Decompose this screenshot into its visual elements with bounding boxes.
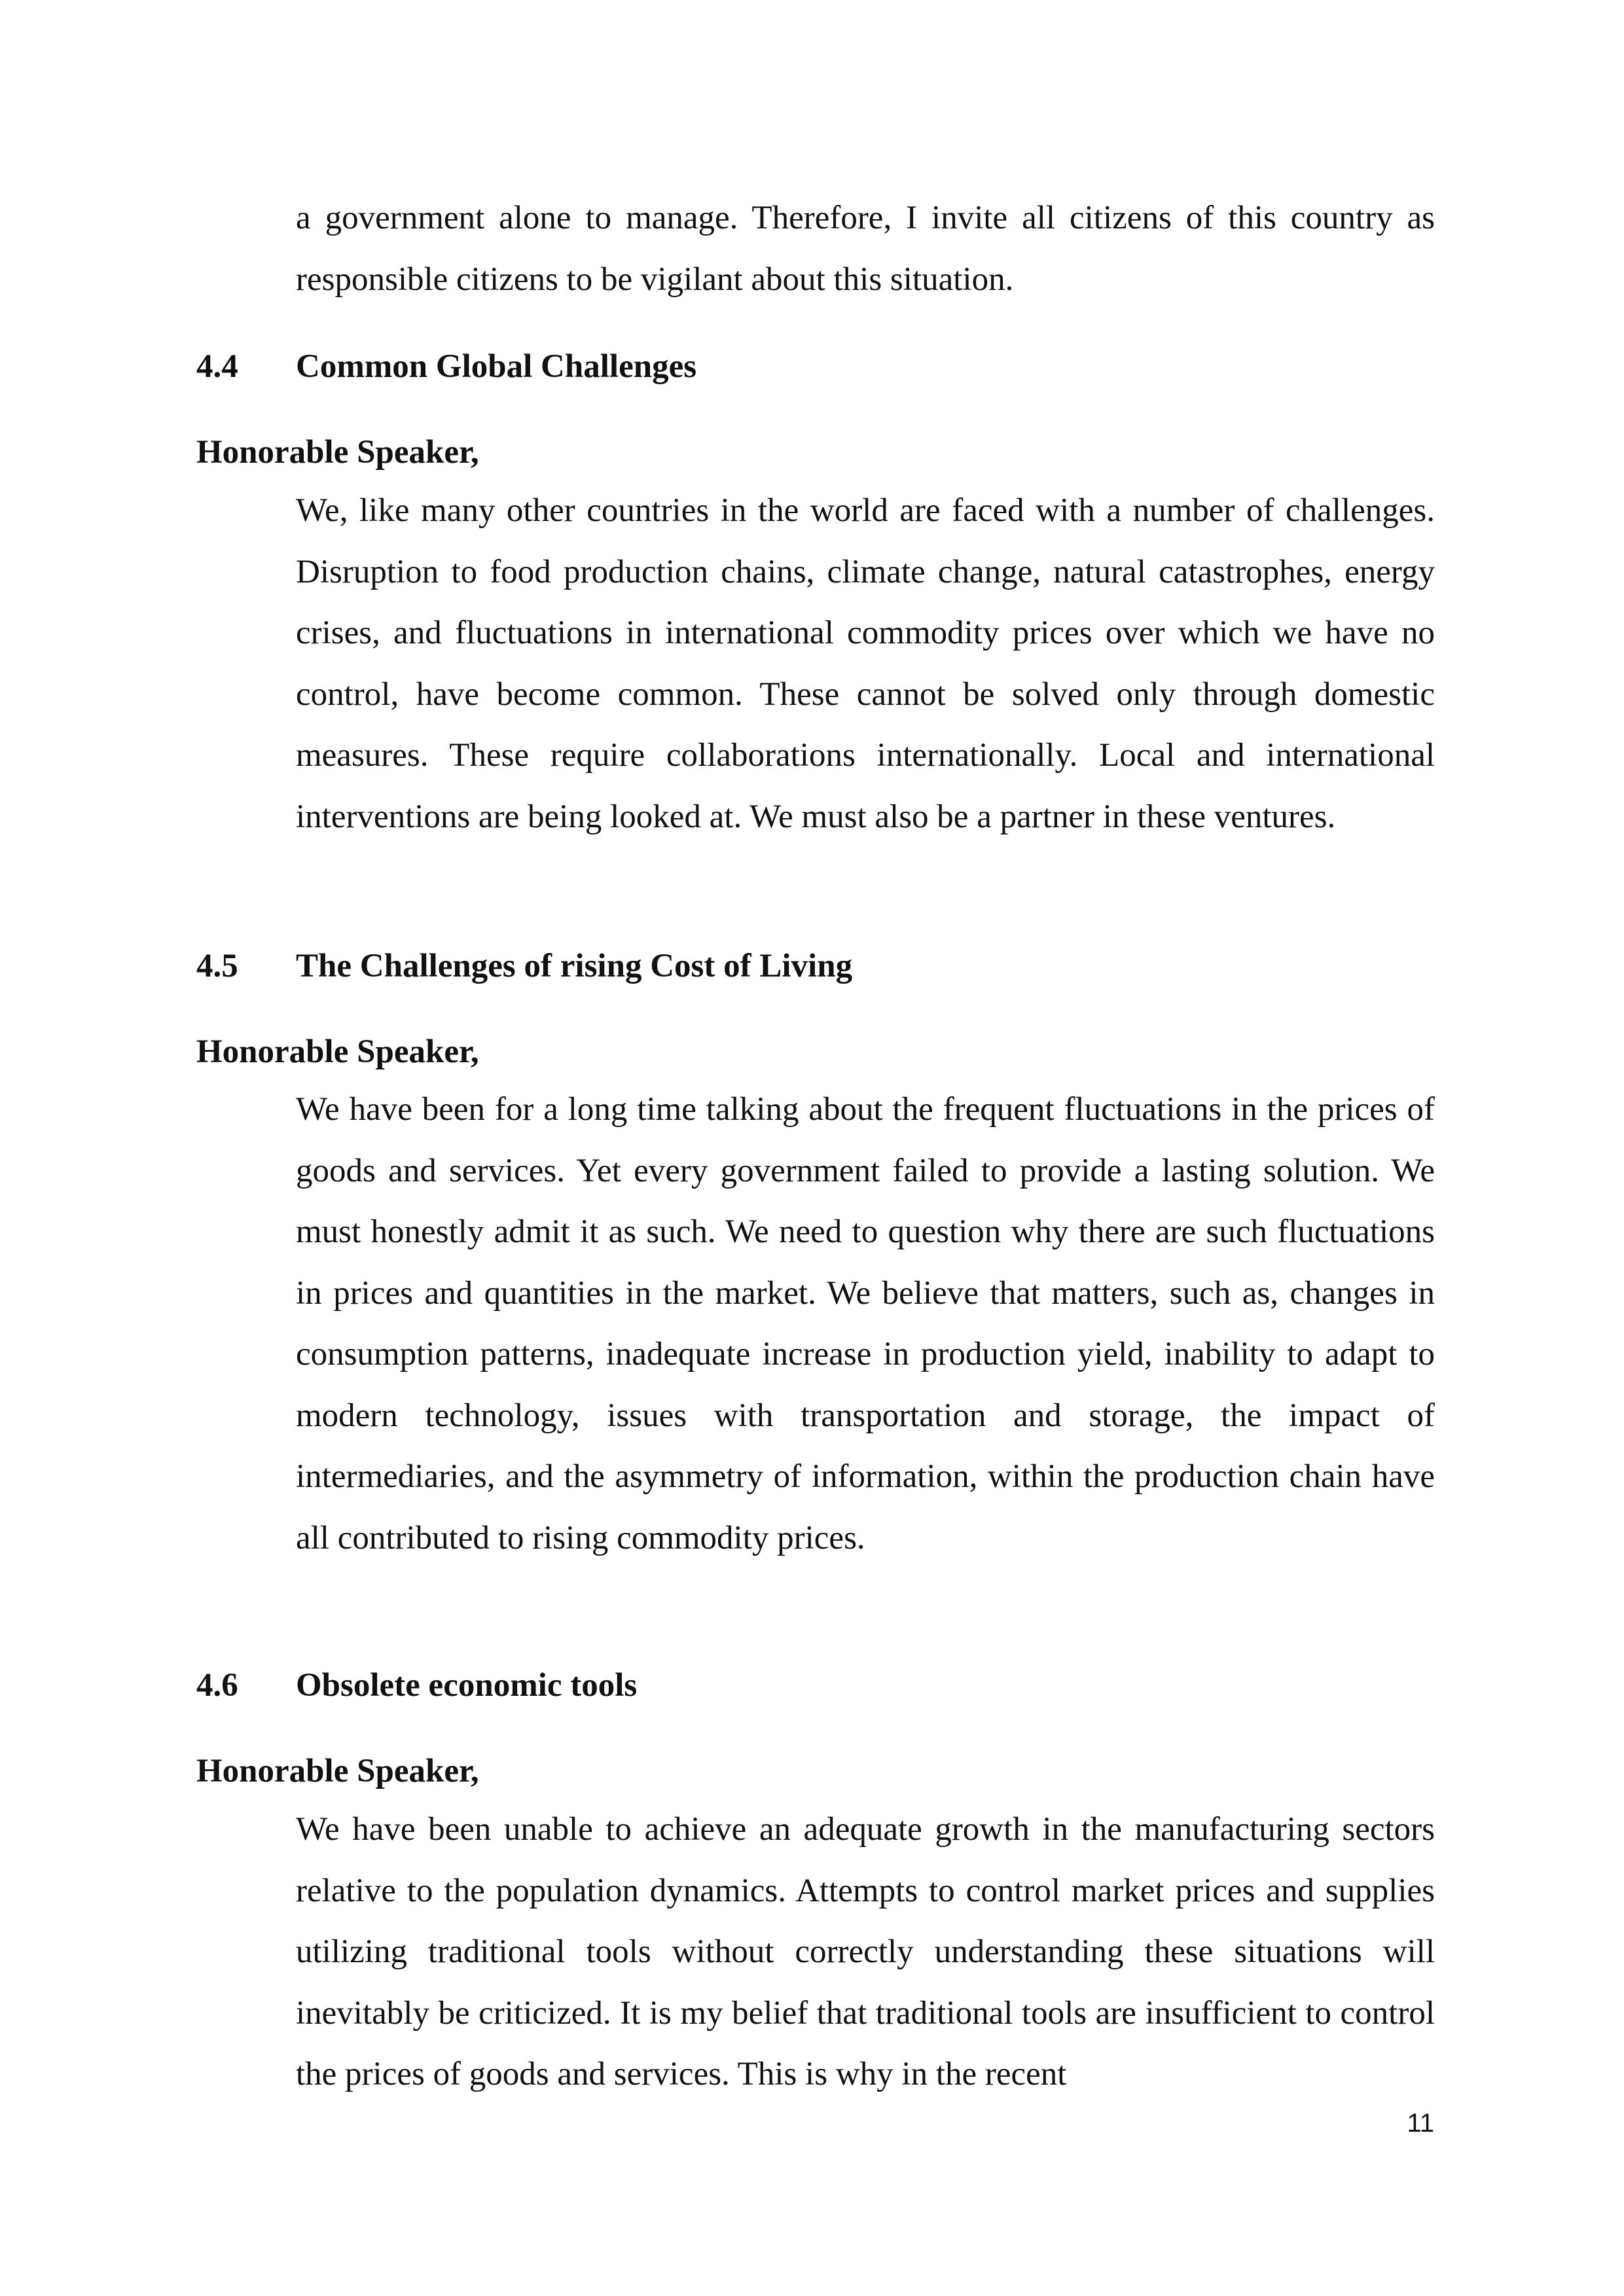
salutation: Honorable Speaker, [196, 1753, 479, 1789]
section-title: Common Global Challenges [296, 348, 697, 385]
continuation-paragraph [296, 188, 1435, 310]
salutation: Honorable Speaker, [196, 434, 479, 471]
section-heading-4-4 [196, 347, 696, 386]
section-title: Obsolete economic tools [296, 1667, 638, 1704]
section-heading-4-6 [196, 1666, 637, 1705]
salutation: Honorable Speaker, [196, 1033, 479, 1070]
page-number: 11 [1407, 2109, 1434, 2138]
paragraph-text: We, like many other countries in the world are faced with a number of challenges. Disruption to food production chains, climate change, natural catastrophes, energy crises, and fluctuations in international commodity prices over which we have no control, have become common. These cannot be solved only through domestic measures. These require collaborations internationally. Local and international interventions are being looked at. We must also be a partner in these ventures. [296, 492, 1435, 835]
paragraph-text: a government alone to manage. Therefore, I invite all citizens of this country as responsible citizens to be vigilant about this situation. [296, 200, 1435, 298]
section-number: 4.4 [196, 348, 238, 385]
section-body-4-4 [296, 480, 1435, 848]
section-title: The Challenges of rising Cost of Living [296, 948, 853, 984]
section-body-4-5 [296, 1079, 1435, 1569]
section-heading-4-5 [196, 946, 852, 986]
section-number: 4.6 [196, 1667, 238, 1704]
paragraph-text: We have been unable to achieve an adequate growth in the manufacturing sectors relative to the population dynamics. Attempts to control market prices and supplies utilizing traditional tools without correctly understanding these situations will inevitably be criticized. It is my belief that traditional tools are insufficient to control the prices of goods and services. This is why in the recent [296, 1811, 1435, 2092]
section-body-4-6 [296, 1799, 1435, 2106]
section-number: 4.5 [196, 948, 238, 984]
paragraph-text: We have been for a long time talking about the frequent fluctuations in the prices of goods and services. Yet every government failed to provide a lasting solution. We must honestly admit it as such. We need to question why there are such fluctuations in prices and quantities in the market. We believe that matters, such as, changes in consumption patterns, inadequate increase in production yield, inability to adapt to modern technology, issues with transportation and storage, the impact of intermediaries, and the asymmetry of information, within the production chain have all contributed to rising commodity prices. [296, 1091, 1435, 1556]
